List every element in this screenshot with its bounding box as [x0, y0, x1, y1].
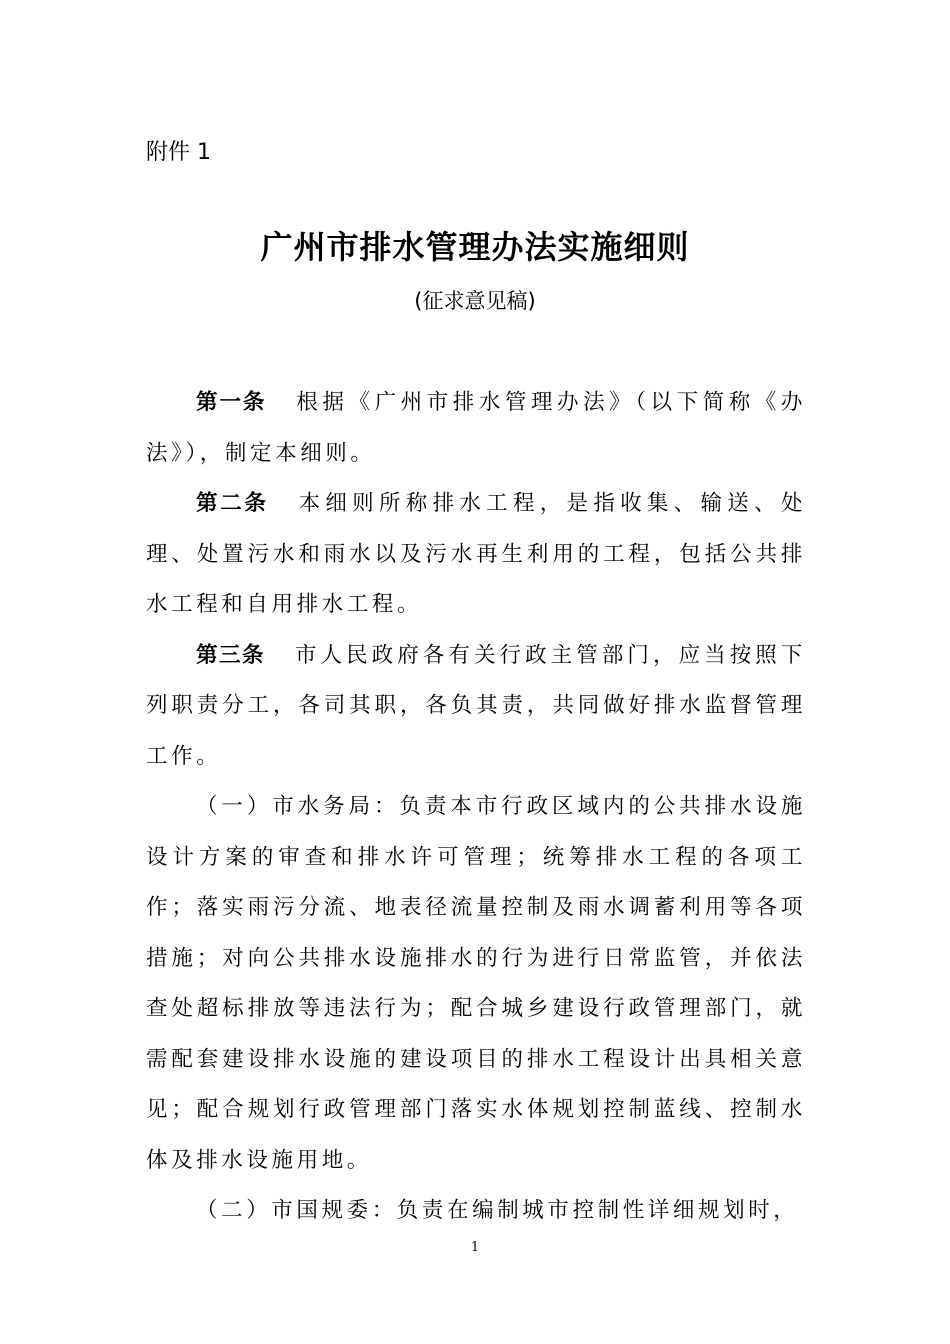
document-subtitle: (征求意见稿)	[414, 289, 536, 313]
document-body	[146, 378, 806, 1237]
article-heading: 第二条	[196, 491, 269, 516]
document-title: 广州市排水管理办法实施细则	[260, 228, 690, 266]
article-text: 根据《广州市排水管理办法》（以下简称《办法》），制定本细则。	[146, 390, 806, 466]
list-item-2: （二）市国规委：负责在编制城市控制性详细规划时，	[196, 1198, 799, 1223]
page-number: 1	[470, 1240, 480, 1255]
article-3	[146, 631, 806, 783]
article-text: 市人民政府各有关行政主管部门，应当按照下列职责分工，各司其职，各负其责，共同做好排水监督管理工作。	[146, 642, 806, 769]
article-heading: 第三条	[196, 642, 265, 668]
article-2	[146, 479, 806, 631]
article-heading: 第一条	[196, 390, 267, 415]
article-1	[146, 378, 806, 479]
attachment-label: 附件 1	[146, 140, 211, 165]
article-text: 本细则所称排水工程，是指收集、输送、处理、处置污水和雨水以及污水再生利用的工程，包括公共排水工程和自用排水工程。	[146, 491, 806, 617]
list-item-1: （一）市水务局：负责本市行政区域内的公共排水设施设计方案的审查和排水许可管理；统筹排水工程的各项工作；落实雨污分流、地表径流量控制及雨水调蓄利用等各项措施；对向公共排水设施排水的行为进行日常监管，并依法查处超标排放等违法行为；配合城乡建设行政管理部门，就需配套建设排水设施的建设项目的排水工程设计出具相关意见；配合规划行政管理部门落实水体规划控制蓝线、控制水体及排水设施用地。	[146, 794, 806, 1173]
